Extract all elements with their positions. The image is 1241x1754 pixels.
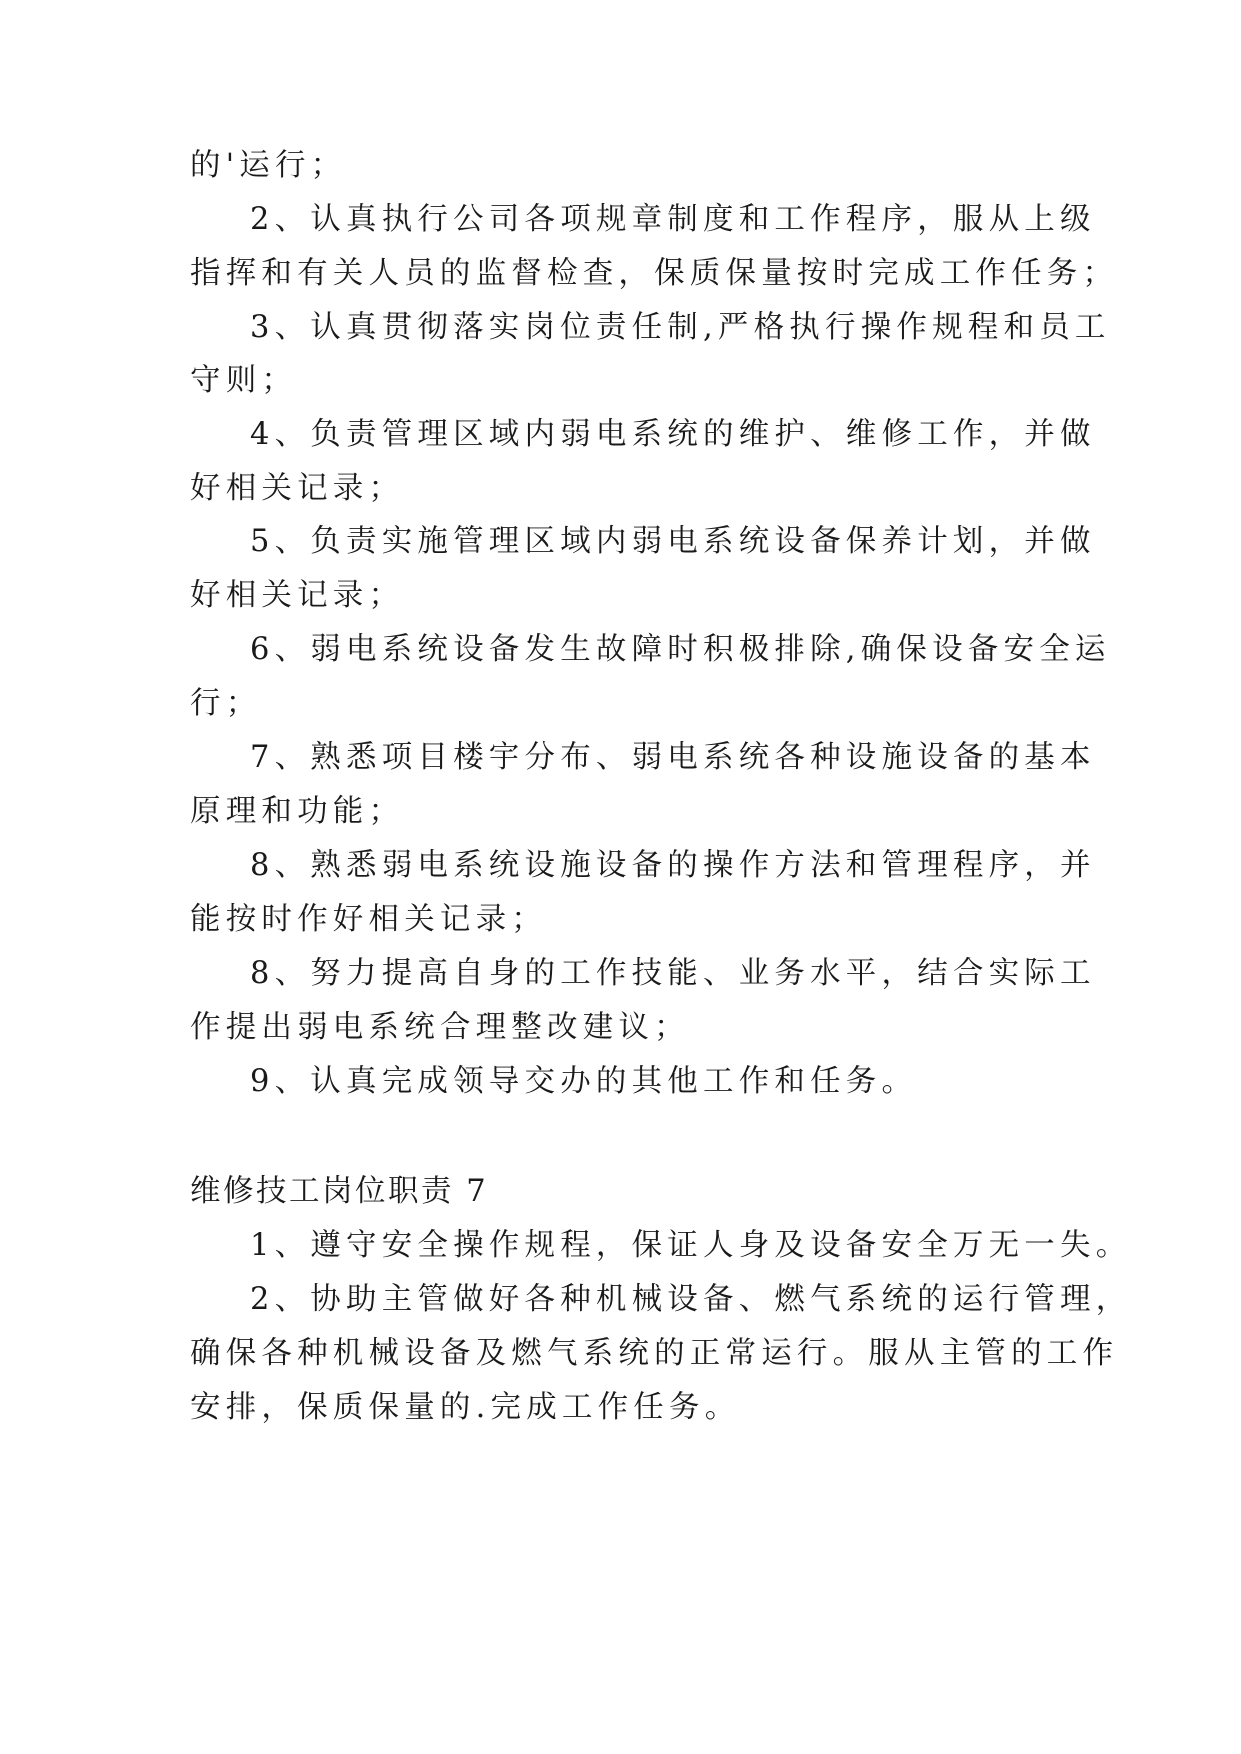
text-line: 好相关记录；	[190, 471, 405, 506]
text-line: 9、认真完成领导交办的其他工作和任务。	[250, 1064, 918, 1099]
text-line: 2、认真执行公司各项规章制度和工作程序，服从上级	[250, 202, 1096, 237]
text-line: 好相关记录；	[190, 578, 405, 613]
text-line: 作提出弱电系统合理整改建议；	[190, 1010, 690, 1045]
text-line: 安排，保质保量的.完成工作任务。	[190, 1390, 741, 1425]
section-heading: 维修技工岗位职责 7	[190, 1174, 489, 1209]
text-line: 2、协助主管做好各种机械设备、燃气系统的运行管理，	[250, 1282, 1132, 1317]
text-line: 6、弱电系统设备发生故障时积极排除,确保设备安全运	[250, 632, 1111, 667]
text-line: 5、负责实施管理区域内弱电系统设备保养计划，并做	[250, 524, 1096, 559]
text-line: 4、负责管理区域内弱电系统的维护、维修工作，并做	[250, 417, 1096, 452]
text-line: 确保各种机械设备及燃气系统的正常运行。服从主管的工作	[190, 1336, 1119, 1371]
text-line: 原理和功能；	[190, 794, 405, 829]
text-line: 行；	[190, 686, 262, 721]
text-line: 1、遵守安全操作规程，保证人身及设备安全万无一失。	[250, 1228, 1132, 1263]
text-line: 3、认真贯彻落实岗位责任制,严格执行操作规程和员工	[250, 310, 1111, 345]
text-line: 守则；	[190, 363, 298, 398]
text-line: 的'运行；	[190, 148, 347, 183]
text-line: 8、熟悉弱电系统设施设备的操作方法和管理程序，并	[250, 848, 1096, 883]
text-line: 7、熟悉项目楼宇分布、弱电系统各种设施设备的基本	[250, 740, 1096, 775]
text-line: 能按时作好相关记录；	[190, 902, 547, 937]
text-line: 指挥和有关人员的监督检查，保质保量按时完成工作任务；	[190, 256, 1119, 291]
text-line: 8、努力提高自身的工作技能、业务水平，结合实际工	[250, 956, 1096, 991]
document-page	[190, 0, 1132, 1754]
